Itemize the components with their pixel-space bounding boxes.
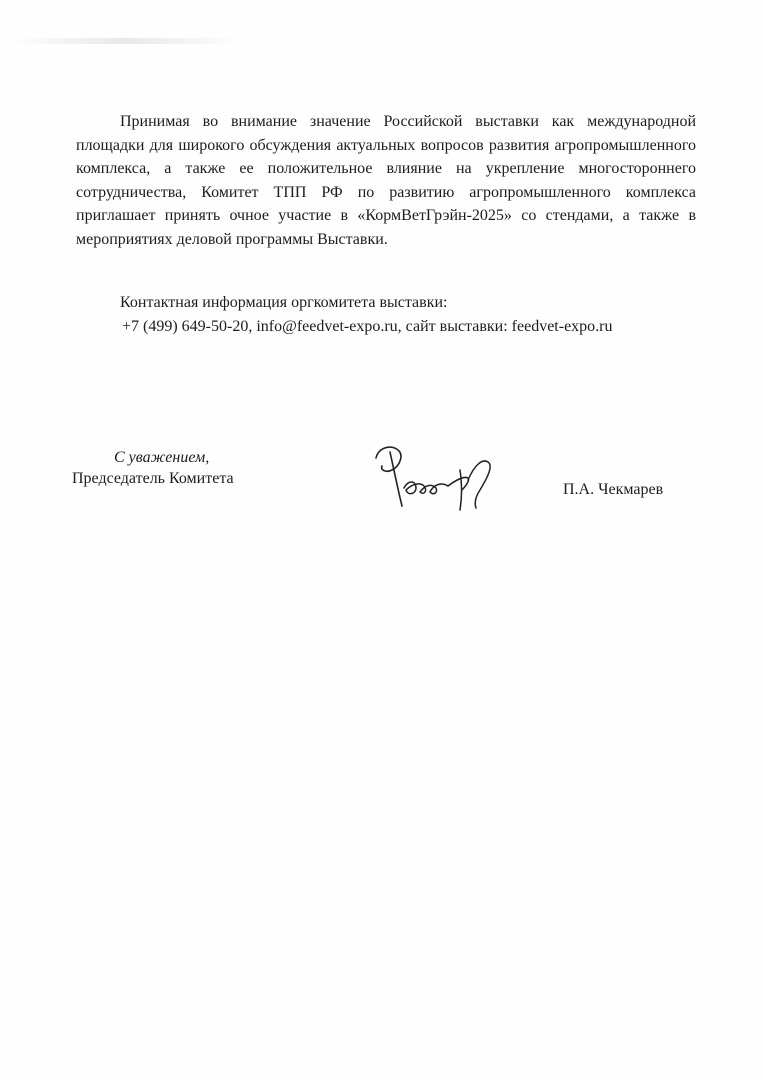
contact-heading: Контактная информация оргкомитета выставки: [120, 294, 448, 311]
signer-position: Председатель Комитета [72, 470, 234, 487]
letter-paragraph: Принимая во внимание значение Российской выставки как международной площадки для широкого обсуждения актуальных вопросов развития агропромышленного комплекса, а также ее положительное влияние на укрепление многостороннего сотрудничества, Комитет ТПП РФ по развитию агропромышленного комплекса приглашает принять очное участие в «КормВетГрэйн-2025» со стендами, а также в мероприятиях деловой программы Выставки. [76, 113, 696, 248]
contact-details: +7 (499) 649-50-20, info@feedvet-expo.ru, сайт выставки: feedvet-expo.ru [122, 318, 613, 335]
scan-artifact [10, 38, 240, 44]
signer-name: П.А. Чекмарев [563, 481, 664, 498]
signature-icon [368, 440, 508, 530]
closing-phrase: С уважением, [114, 449, 210, 466]
